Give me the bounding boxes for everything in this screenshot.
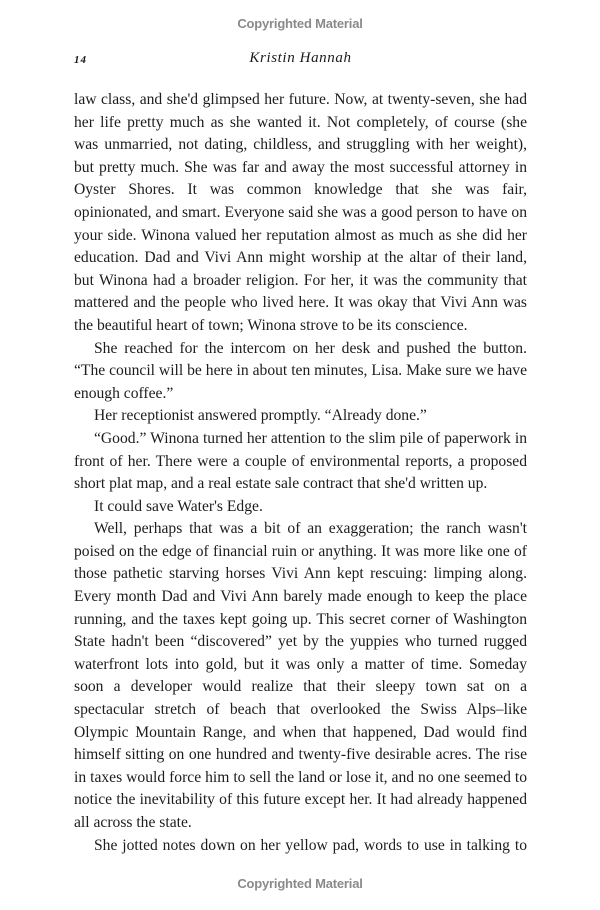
paragraph: law class, and she'd glimpsed her future. Now, at twenty-seven, she had her life pretty much as she wanted it. Not completely, of course (she was unmarried, not dating, childless, and struggling with her weight), but pretty much. She was far and away the most successful attorney in Oyster Shores. It was common knowledge that she was fair, opinionated, and smart. Everyone said she was a good person to have on your side. Winona valued her reputation almost as much as she did her education. Dad and Vivi Ann might worship at the altar of their land, but Winona had a broader religion. For her, it was the community that mattered and the people who lived here. It was okay that Vivi Ann was the beautiful heart of town; Winona strove to be its conscience. — [74, 91, 527, 334]
paragraph: It could save Water's Edge. — [94, 497, 263, 515]
author-name: Kristin Hannah — [249, 50, 352, 66]
copyright-watermark-bottom: Copyrighted Material — [237, 876, 363, 891]
paragraph: “Good.” Winona turned her attention to the slim pile of paperwork in front of her. There were a couple of environmental reports, a proposed short plat map, and a real estate sale contract that she'd written up. — [74, 429, 527, 493]
paragraph: Her receptionist answered promptly. “Already done.” — [94, 407, 427, 425]
paragraph: Well, perhaps that was a bit of an exaggeration; the ranch wasn't poised on the edge of financial ruin or anything. It was more like one of those pathetic starving horses Vivi Ann kept rescuing: limping along. Every month Dad and Vivi Ann barely made enough to keep the place running, and the taxes kept going up. This secret corner of Washington State hadn't been “discovered” yet by the yuppies who turned rugged waterfront lots into gold, but it was only a matter of time. Someday soon a developer would realize that their sleepy town sat on a spectacular stretch of beach that overlooked the Swiss Alps–like Olympic Mountain Range, and when that happened, Dad would find himself sitting on one hundred and twenty-five desirable acres. The rise in taxes would force him to sell the land or lose it, and no one seemed to notice the inevitability of this future except her. It had already happened all across the state. — [74, 520, 527, 831]
page-number: 14 — [74, 54, 87, 66]
paragraph: She reached for the intercom on her desk and pushed the button. “The council will be here in about ten minutes, Lisa. Make sure we have enough coffee.” — [74, 339, 527, 402]
body-text — [74, 89, 527, 857]
running-head — [74, 50, 527, 70]
copyright-watermark-top: Copyrighted Material — [237, 16, 363, 31]
paragraph: She jotted notes down on her yellow pad, words to use in talking to — [94, 836, 527, 854]
